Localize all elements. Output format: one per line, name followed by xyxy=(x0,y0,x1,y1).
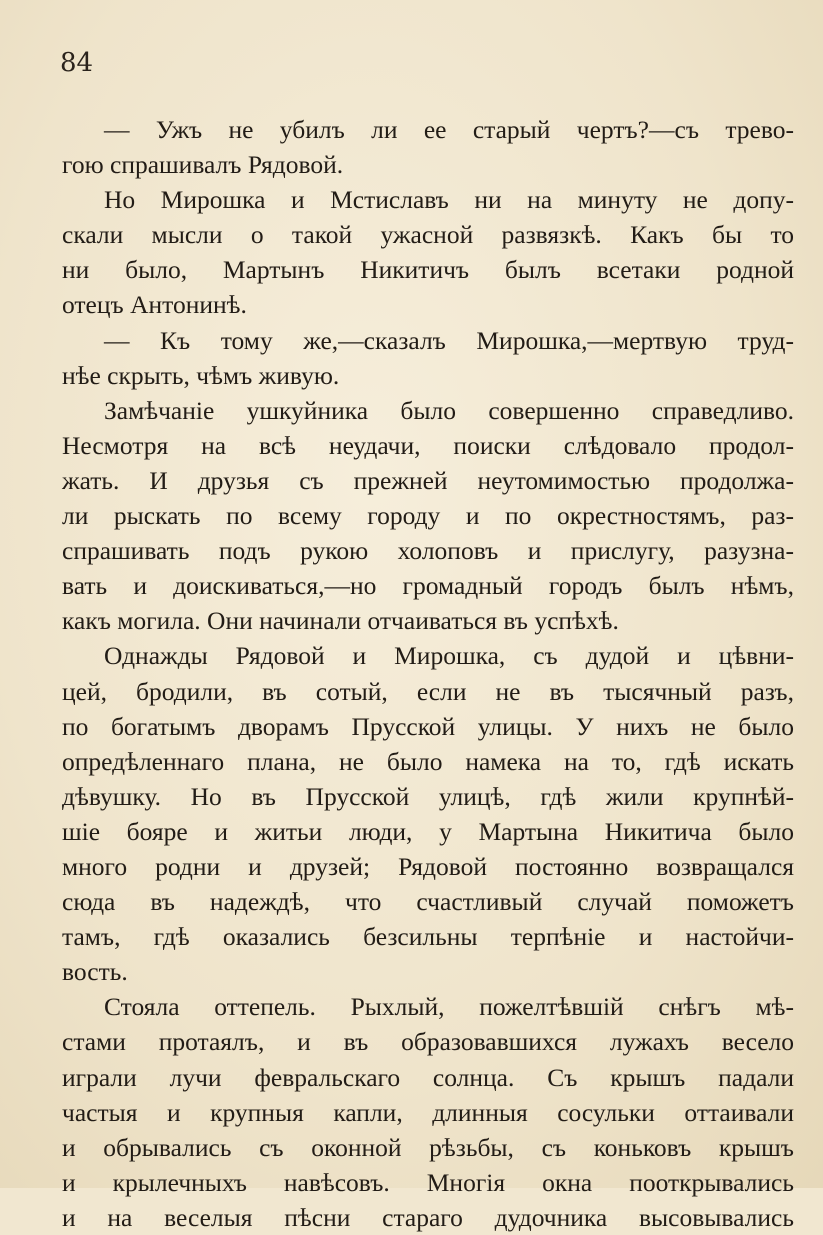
text-line: Несмотря на всѣ неудачи, поиски слѣдовало продол- xyxy=(62,430,794,460)
body-text xyxy=(62,112,794,1235)
text-line: сюда въ надеждѣ, что счастливый случай поможетъ xyxy=(62,887,794,917)
text-line: дѣвушку. Но въ Прусской улицѣ, гдѣ жили крупнѣй- xyxy=(62,781,794,811)
text-line: — Къ тому же,—сказалъ Мирошка,—мертвую труд- xyxy=(104,325,794,355)
text-line: и обрывались съ оконной рѣзьбы, съ коньковъ крышъ xyxy=(62,1132,794,1162)
text-line: и на веселыя пѣсни стараго дудочника высовывались xyxy=(62,1202,794,1232)
text-line: и крылечныхъ навѣсовъ. Многія окна пооткрывались xyxy=(62,1167,794,1197)
text-line: спрашивать подъ рукою холоповъ и прислугу, разузна- xyxy=(62,536,794,566)
text-line: отецъ Антонинѣ. xyxy=(62,290,247,320)
text-line: играли лучи февральскаго солнца. Съ крышъ падали xyxy=(62,1062,794,1092)
text-line: Стояла оттепель. Рыхлый, пожелтѣвшій снѣгъ мѣ- xyxy=(104,992,794,1022)
text-line: нѣе скрыть, чѣмъ живую. xyxy=(62,360,340,390)
text-line: — Ужъ не убилъ ли ее старый чертъ?—съ трево- xyxy=(104,115,794,144)
text-line: жать. И друзья съ прежней неутомимостью продолжа- xyxy=(62,465,794,495)
text-line: много родни и друзей; Рядовой постоянно возвращался xyxy=(62,851,794,881)
text-line: тамъ, гдѣ оказались безсильны терпѣніе и настойчи- xyxy=(62,922,794,952)
text-line: Замѣчаніе ушкуйника было совершенно справедливо. xyxy=(104,395,794,425)
text-line: частыя и крупныя капли, длинныя сосульки оттаивали xyxy=(62,1097,794,1127)
text-line: Однажды Рядовой и Мирошка, съ дудой и цѣвни- xyxy=(104,641,794,671)
text-line: ни было, Мартынъ Никитичъ былъ всетаки родной xyxy=(62,255,794,285)
text-line: по богатымъ дворамъ Прусской улицы. У нихъ не было xyxy=(62,711,794,741)
text-line: вость. xyxy=(62,957,128,987)
text-line: скали мысли о такой ужасной развязкѣ. Какъ бы то xyxy=(62,220,794,250)
text-line: вать и доискиваться,—но громадный городъ былъ нѣмъ, xyxy=(62,571,794,601)
text-line: гою спрашивалъ Рядовой. xyxy=(62,150,344,180)
text-line: Но Мирошка и Мстиславъ ни на минуту не допу- xyxy=(104,185,794,215)
text-line: шіе бояре и житьи люди, у Мартына Никитича было xyxy=(62,816,794,846)
text-line: ли рыскать по всему городу и по окрестностямъ, раз- xyxy=(62,501,794,531)
text-line: стами протаялъ, и въ образовавшихся лужахъ весело xyxy=(62,1027,794,1057)
page-number: 84 xyxy=(60,48,94,78)
text-line: опредѣленнаго плана, не было намека на то, гдѣ искать xyxy=(62,746,794,776)
text-line: цей, бродили, въ сотый, если не въ тысячный разъ, xyxy=(62,676,794,706)
text-line: какъ могила. Они начинали отчаиваться въ успѣхѣ. xyxy=(62,606,619,636)
